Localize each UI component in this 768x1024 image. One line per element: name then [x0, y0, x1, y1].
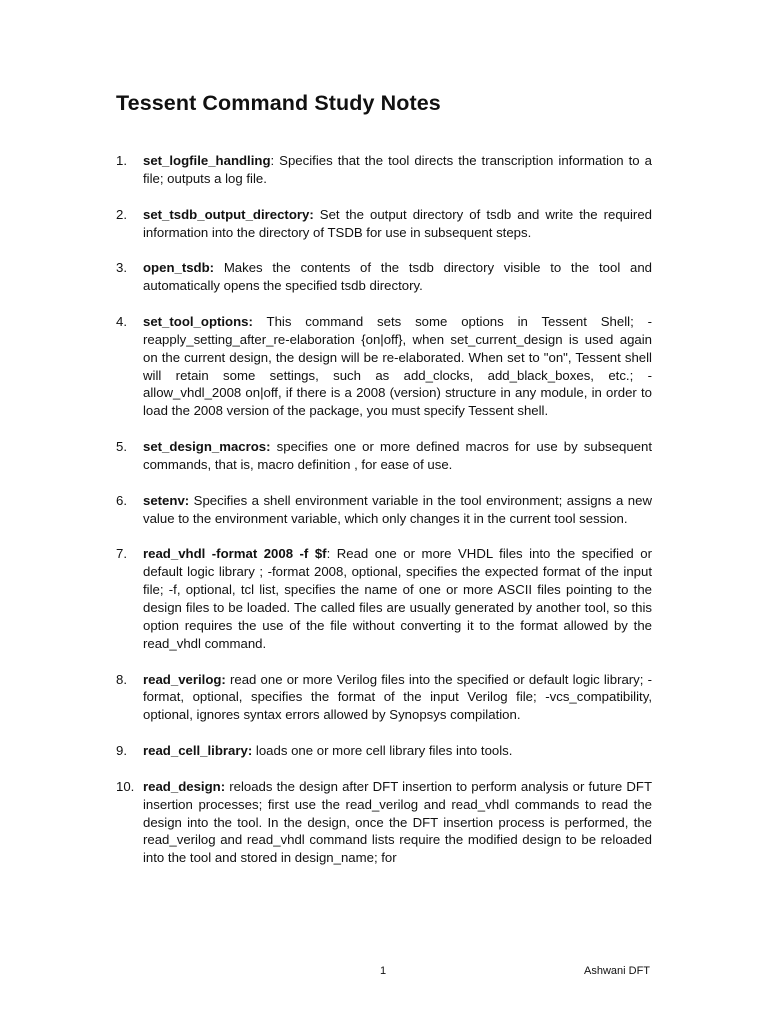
- list-item: [116, 492, 652, 528]
- command-description: Makes the contents of the tsdb directory visible to the tool and automatically opens the specified tsdb directory.: [143, 260, 652, 294]
- command-description: read one or more Verilog files into the specified or default logic library; -format, optional, specifies the format of the input Verilog file; -vcs_compatibility, optional, ignores syntax errors allowed by Synopsys compilation.: [143, 671, 652, 723]
- item-number: 7.: [116, 546, 127, 562]
- command-name: set_tool_options:: [143, 313, 253, 329]
- command-description: reloads the design after DFT insertion to perform analysis or future DFT insertion processes; first use the read_verilog and read_vhdl commands to read the design into the tool. In the design, once the DFT insertion process is performed, the read_verilog and read_vhdl command lists require the modified design to be reloaded into the tool and stored in design_name; for: [143, 778, 652, 866]
- list-item: [116, 671, 652, 725]
- command-description: Set the output directory of tsdb and write the required information into the directory of TSDB for use in subsequent steps.: [143, 206, 652, 240]
- command-name: read_vhdl -format 2008 -f $f: [143, 546, 327, 562]
- command-name: set_logfile_handling: [143, 153, 271, 168]
- command-description: This command sets some options in Tessent Shell; -reapply_setting_after_re-elaboration {on|off}, when set_current_design is used again on the current design, the design will be re-elaborated. When set to "on", Tessent shell will retain some settings, such as add_clocks, add_black_boxes, etc.; -allow_vhdl_2008 on|off, if there is a 2008 (version) structure in any module, in order to load the 2008 version of the package, you must specify Tessent shell.: [143, 313, 652, 419]
- list-item: [116, 259, 652, 295]
- command-name: open_tsdb:: [143, 260, 215, 276]
- item-number: 4.: [116, 313, 127, 329]
- command-list: [116, 152, 652, 885]
- list-item: [116, 152, 652, 188]
- list-item: [116, 313, 652, 420]
- item-number: 6.: [116, 492, 127, 508]
- footer-author: Ashwani DFT: [584, 965, 651, 977]
- command-description: : Specifies that the tool directs the transcription information to a file; outputs a log file.: [143, 153, 652, 186]
- item-number: 3.: [116, 260, 127, 276]
- command-name: set_tsdb_output_directory:: [143, 206, 314, 222]
- command-description: Specifies a shell environment variable in the tool environment; assigns a new value to the environment variable, which only changes it in the current tool session.: [143, 492, 652, 526]
- command-name: setenv:: [143, 492, 190, 508]
- item-number: 5.: [116, 439, 127, 455]
- list-item: [116, 206, 652, 242]
- item-number: 10.: [116, 778, 135, 794]
- command-name: read_design:: [143, 778, 226, 794]
- command-description: loads one or more cell library files into tools.: [252, 743, 513, 759]
- list-item: [116, 742, 652, 760]
- page-title: Tessent Command Study Notes: [116, 91, 441, 115]
- item-number: 2.: [116, 206, 127, 222]
- list-item: [116, 438, 652, 474]
- list-item: [116, 545, 652, 652]
- command-description: : Read one or more VHDL files into the specified or default logic library ; -format 2008, optional, specifies the expected format of the input file; -f, optional, tcl list, specifies the name of one or more ASCII files pointing to the design files to be loaded. The called files are usually generated by another tool, so this option requires the use of the file without converting it to the format allowed by the read_vhdl command.: [143, 546, 652, 651]
- item-number: 9.: [116, 743, 127, 759]
- command-name: read_verilog:: [143, 671, 226, 687]
- command-description: specifies one or more defined macros for use by subsequent commands, that is, macro definition , for ease of use.: [143, 439, 652, 472]
- list-item: [116, 778, 652, 868]
- command-name: read_cell_library:: [143, 743, 253, 759]
- page-number: 1: [380, 965, 387, 977]
- item-number: 1.: [116, 153, 127, 168]
- item-number: 8.: [116, 671, 127, 687]
- command-name: set_design_macros:: [143, 439, 271, 455]
